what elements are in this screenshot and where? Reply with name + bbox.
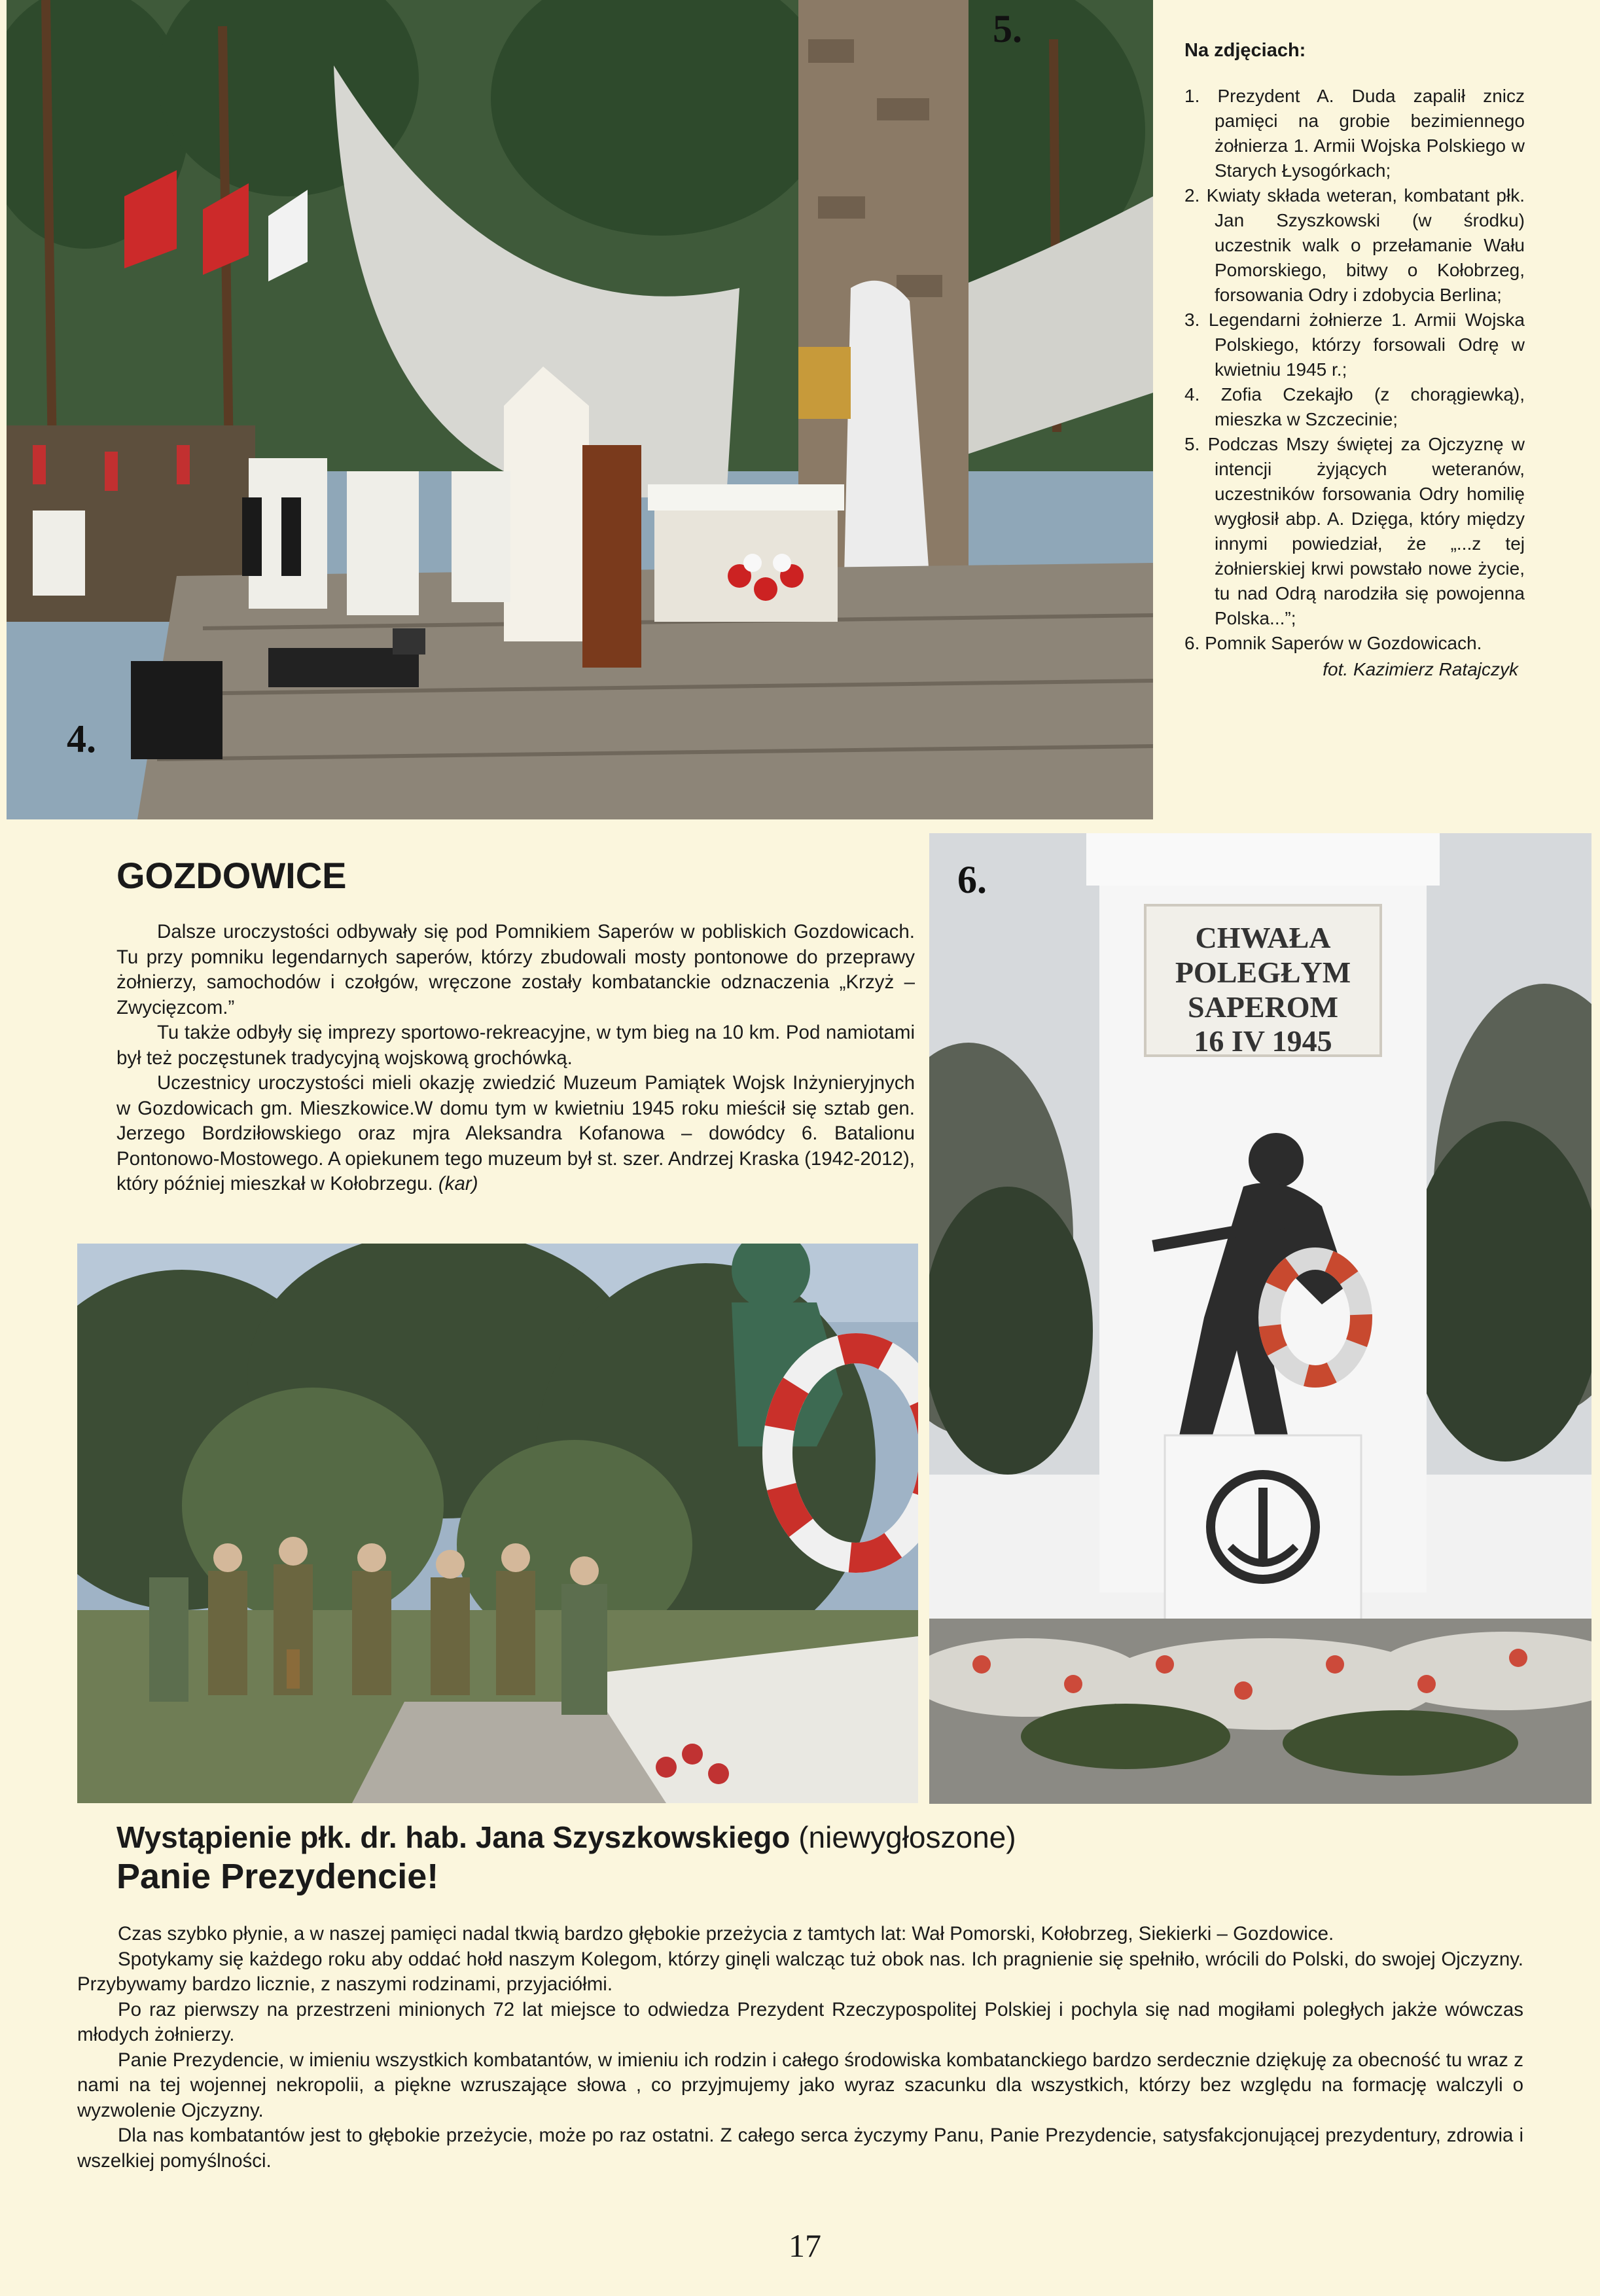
caption-item: 4. Zofia Czekajło (z chorągiewką), mieszka w Szczecinie; [1184, 384, 1525, 429]
article-paragraph: Dalsze uroczystości odbywały się pod Pomnikiem Saperów w pobliskich Gozdowicach. Tu przy pomniku legendarnych saperów, którzy zbudowali mosty pontonowe do przeprawy żołnierzy, samochodów i czołgów, wręczone zostały kombatanckie odznaczenia „Krzyż – Zwycięzcom.” [116, 921, 915, 1018]
article-paragraph-text: Uczestnicy uroczystości mieli okazję zwiedzić Muzeum Pamiątek Wojsk Inżynieryjnych w Gozdowicach gm. Mieszkowice.W domu tym w kwietniu 1945 roku mieścił się sztab gen. Jerzego Bordziłowskiego oraz mjra Aleksandra Kofanowa – dowódcy 6. Batalionu Pontonowo-Mostowego. A opiekunem tego muzeum był st. szer. Andrzej Kraska (1942-2012), który później mieszkał w Kołobrzegu. [116, 1072, 916, 1194]
monument-inscription-line2: POLEGŁYM [1175, 956, 1351, 989]
speech-paragraph: Po raz pierwszy na przestrzeni minionych 72 lat miejsce to odwiedza Prezydent Rzeczypospolitej Polskiej i pochyla się nad mogiłami poległych jakże wówczas młodych żołnierzy. [77, 1998, 1523, 2045]
speech-heading-note: (niewygłoszone) [790, 1820, 1016, 1854]
article-paragraph [116, 1071, 915, 1197]
photo-soldiers-saluting [77, 1244, 918, 1803]
gozdowice-article [116, 920, 915, 1197]
speech-paragraph: Spotykamy się każdego roku aby oddać hołd naszym Kolegom, którzy ginęli walcząc tuż obok nas. Ich pragnienie się spełniło, wrócili do Polski, do swojej Ojczyzny. Przybywamy bardzo licznie, z naszymi rodzinami, przyjaciółmi. [77, 1948, 1523, 1995]
speech-heading-line [116, 1820, 1360, 1855]
caption-list [1184, 84, 1525, 656]
speech-body [77, 1922, 1523, 2174]
photo-captions [1184, 38, 1525, 682]
section-title: GOZDOWICE [116, 855, 347, 896]
monument-inscription-line3: SAPEROM [1188, 990, 1338, 1024]
photo-sapper-monument [929, 833, 1591, 1804]
monument-inscription-line4: 16 IV 1945 [1194, 1024, 1332, 1058]
caption-heading: Na zdjęciach: [1184, 40, 1306, 61]
photo-credit: fot. Kazimierz Ratajczyk [1323, 659, 1518, 679]
caption-item: 6. Pomnik Saperów w Gozdowicach. [1184, 633, 1482, 653]
speech-paragraph: Dla nas kombatantów jest to głębokie przeżycie, może po raz ostatni. Z całego serca życzymy Panu, Panie Prezydencie, satysfakcjonującej prezydentury, zdrowia i wszelkiej pomyślności. [77, 2125, 1523, 2172]
speech-paragraph: Panie Prezydencie, w imieniu wszystkich kombatantów, w imieniu ich rodzin i całego środowiska kombatanckiego bardzo serdecznie dziękuję za obecność tu wraz z nami na tej wojennej nekropolii, a piękne wzruszające słowa , co przyjmujemy jako wyraz szacunku dla wszystkich, którzy bez względu na formację walczyli o wyzwolenie Ojczyzny. [77, 2049, 1523, 2121]
speech-paragraph: Czas szybko płynie, a w naszej pamięci nadal tkwią bardzo głębokie przeżycia z tamtych lat: Wał Pomorski, Kołobrzeg, Siekierki – Gozdowice. [118, 1923, 1334, 1945]
photo-label-5: 5. [993, 7, 1022, 50]
photo-label-6: 6. [957, 858, 987, 901]
caption-item: 2. Kwiaty składa weteran, kombatant płk. Jan Szyszkowski (w środku) uczestnik walk o przełamanie Wału Pomorskiego, bitwy o Kołobrzeg, forsowania Odry i zdobycia Berlina; [1184, 185, 1525, 305]
speech-heading [116, 1820, 1360, 1897]
monument-inscription-line1: CHWAŁA [1195, 921, 1331, 954]
caption-item: 1. Prezydent A. Duda zapalił znicz pamięci na grobie bezimiennego żołnierza 1. Armii Wojska Polskiego w Starych Łysogórkach; [1184, 86, 1525, 181]
photo-label-4: 4. [67, 717, 96, 761]
caption-item: 5. Podczas Mszy świętej za Ojczyznę w intencji żyjących weteranów, uczestników forsowania Odry homilię wygłosił abp. A. Dzięga, który między innymi powiedział, że „...z tej żołnierskiej krwi powstało nowe życie, tu nad Odrą narodziła się powojenna Polska...”; [1184, 434, 1525, 628]
caption-item: 3. Legendarni żołnierze 1. Armii Wojska Polskiego, którzy forsowali Odrę w kwietniu 1945 r.; [1184, 310, 1525, 380]
page-number: 17 [789, 2227, 821, 2264]
speech-title: Panie Prezydencie! [116, 1857, 439, 1896]
speech-heading-bold: Wystąpienie płk. dr. hab. Jana Szyszkowskiego [116, 1820, 791, 1854]
article-paragraph: Tu także odbyły się imprezy sportowo-rekreacyjne, w tym bieg na 10 km. Pod namiotami był też poczęstunek tradycyjną wojskową grochówką. [116, 1022, 915, 1069]
photo-mass-at-monument [7, 0, 1153, 819]
author-signature: (kar) [438, 1173, 478, 1194]
